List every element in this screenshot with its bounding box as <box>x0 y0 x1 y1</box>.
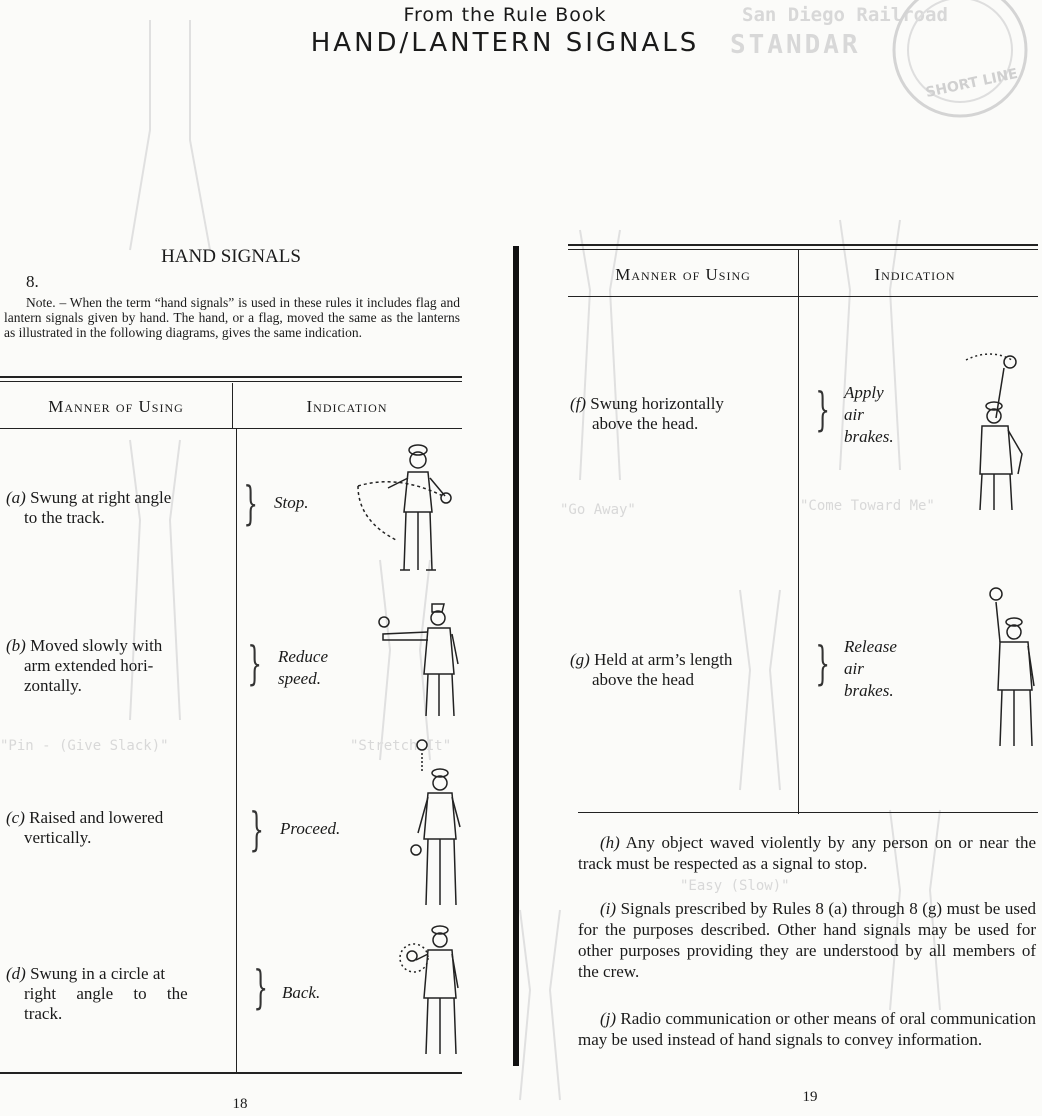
section-title: HAND SIGNALS <box>161 246 301 267</box>
column-header-indication: Indication <box>874 265 956 284</box>
ghost-text: "Go Away" <box>560 502 636 518</box>
table-row <box>6 808 226 848</box>
ghost-text: "Stretch It" <box>350 738 452 754</box>
indication-line: air <box>844 659 864 678</box>
page-number: 19 <box>802 1089 818 1105</box>
ghost-text: "Pin - (Give Slack)" <box>0 738 169 754</box>
svg-text:SHORT LINE: SHORT LINE <box>924 65 1020 101</box>
table-rule <box>568 249 1038 250</box>
row-letter: (b) <box>6 636 26 655</box>
row-letter: (c) <box>6 808 25 827</box>
brace-icon: } <box>815 382 830 436</box>
row-text: Swung horizontally <box>590 394 724 413</box>
row-text: Raised and lowered <box>29 808 164 827</box>
indication-text <box>844 382 894 448</box>
table-rule <box>568 244 1038 246</box>
row-text: arm extended hori- <box>24 656 154 675</box>
row-letter: (d) <box>6 964 26 983</box>
column-header-manner: Manner of Using <box>48 397 184 416</box>
row-text: to the track. <box>24 508 105 527</box>
paragraph <box>578 898 1036 982</box>
row-letter: (f) <box>570 394 587 413</box>
row-text: above the head. <box>592 414 699 433</box>
row-text: right angle to the <box>24 984 188 1003</box>
paragraph-letter: (j) <box>600 1009 617 1028</box>
indication-line: brakes. <box>844 427 894 446</box>
indication-line: Reduce <box>278 647 329 666</box>
signalman-figure <box>984 582 1040 752</box>
note-paragraph: Note. – When the term “hand signals” is used in these rules it includes flag and lantern signals given by hand. The hand, or a flag, moved the same as the lanterns as illustrated in the following diagrams, gives the same indication. <box>4 295 460 340</box>
table-rule <box>0 381 462 382</box>
table-row <box>6 488 226 528</box>
paragraph-text: Any object waved violently by any person on or near the track must be respected as a signal to stop. <box>578 833 1037 873</box>
ghost-text: "Easy (Slow)" <box>680 878 790 894</box>
table-rule <box>578 812 1038 813</box>
brace-icon: } <box>243 476 258 530</box>
row-text: Held at arm’s length <box>594 650 733 669</box>
brace-icon: } <box>253 960 268 1014</box>
paragraph-letter: (i) <box>600 899 617 918</box>
signalman-figure <box>396 924 476 1059</box>
signalman-figure <box>960 348 1032 514</box>
header-kicker: From the Rule Book <box>403 4 607 26</box>
indication-text <box>844 636 897 702</box>
brace-icon: } <box>247 636 262 690</box>
table-row <box>6 636 211 696</box>
ghost-text: STANDAR <box>730 30 861 60</box>
rule-number: 8. <box>26 272 39 291</box>
row-letter: (a) <box>6 488 26 507</box>
row-text: Swung in a circle at <box>30 964 166 983</box>
indication-line: air <box>844 405 864 424</box>
brace-icon: } <box>815 636 830 690</box>
column-divider <box>236 429 237 1072</box>
page-number: 18 <box>232 1096 248 1112</box>
indication-line: brakes. <box>844 681 894 700</box>
paragraph-text: Signals prescribed by Rules 8 (a) through 8 (g) must be used for the purposes described. Other hand signals may be used for other purposes providing they are understood by all members of the crew. <box>578 899 1036 981</box>
paragraph-text: Radio communication or other means of oral communication may be used instead of hand signals to convey information. <box>578 1009 1036 1049</box>
column-header-indication: Indication <box>306 397 388 416</box>
table-row <box>570 650 790 690</box>
column-divider <box>798 250 799 814</box>
ghost-text: "Come Toward Me" <box>800 498 935 514</box>
row-text: track. <box>24 1004 63 1023</box>
paragraph-letter: (h) <box>600 833 620 852</box>
table-rule <box>0 376 462 378</box>
indication-text: Proceed. <box>280 819 341 838</box>
indication-text: Back. <box>282 983 321 1002</box>
page-spine <box>513 246 519 1066</box>
row-letter: (g) <box>570 650 590 669</box>
paragraph <box>578 1008 1036 1050</box>
signalman-figure <box>348 438 468 573</box>
paragraph <box>578 832 1036 874</box>
indication-line: Apply <box>844 383 884 402</box>
column-divider <box>232 383 233 428</box>
indication-text <box>278 646 328 690</box>
signalman-figure <box>372 598 472 720</box>
indication-text: Stop. <box>274 493 309 512</box>
row-text: zontally. <box>24 676 82 695</box>
row-text: above the head <box>592 670 694 689</box>
column-header-manner: Manner of Using <box>615 265 751 284</box>
indication-line: Release <box>844 637 897 656</box>
ghost-text: San Diego Railroad <box>742 4 948 26</box>
table-row <box>570 394 790 434</box>
row-text: Moved slowly with <box>30 636 163 655</box>
table-rule <box>0 1072 462 1074</box>
table-rule <box>0 428 462 429</box>
indication-line: speed. <box>278 669 321 688</box>
row-text: vertically. <box>24 828 92 847</box>
brace-icon: } <box>249 802 264 856</box>
page-title: HAND/LANTERN SIGNALS <box>310 28 700 58</box>
signalman-figure <box>406 735 476 910</box>
table-row <box>6 964 212 1024</box>
table-rule <box>568 296 1038 297</box>
row-text: Swung at right angle <box>30 488 172 507</box>
